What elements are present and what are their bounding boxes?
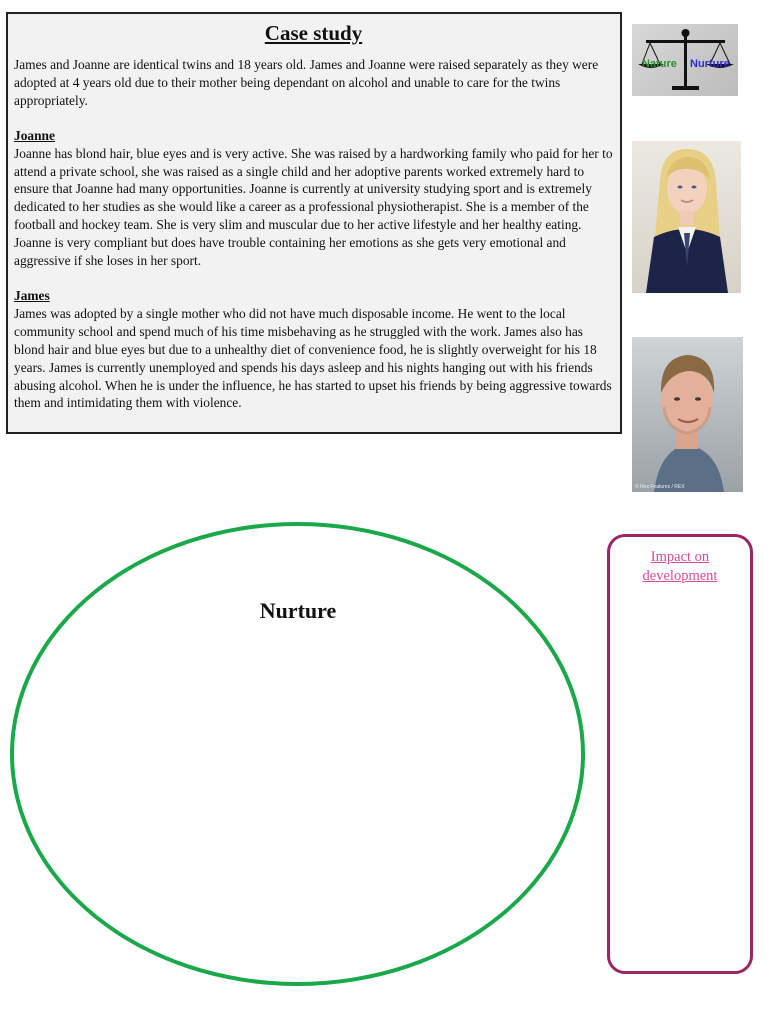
james-heading: James bbox=[14, 287, 50, 303]
scale-nurture-label: Nurture bbox=[690, 58, 730, 70]
nurture-label: Nurture bbox=[259, 598, 337, 623]
joanne-heading: Joanne bbox=[14, 127, 55, 143]
intro-paragraph: James and Joanne are identical twins and 18 years old. James and Joanne were raised separately as they were adopted at 4 years old due to their mother being dependant on alcohol and unable to care for the twins appropriately. bbox=[14, 57, 599, 108]
scale-nature-label: Nature bbox=[642, 58, 677, 70]
impact-on-development-box[interactable] bbox=[607, 534, 753, 974]
joanne-paragraph: Joanne has blond hair, blue eyes and is very active. She was raised by a hardworking family who paid for her to attend a private school, she was raised as a single child and her adoptive parents worked extremely hard to ensure that Joanne had many opportunities. Joanne is currently at university studying sport and is extremely dedicated to her studies as she would like a career as a professional physiotherapist. She is a member of the football and hockey team. She is very slim and muscular due to her active lifestyle and her healthy eating. Joanne is very compliant but does have trouble containing her emotions as she gets very emotional and aggressive if she loses in her sport. bbox=[14, 145, 613, 269]
james-portrait-image bbox=[632, 337, 743, 492]
nurture-ellipse bbox=[10, 522, 585, 986]
impact-on-development-label: Impact on development bbox=[642, 549, 718, 584]
joanne-photo bbox=[632, 141, 741, 293]
case-study-box bbox=[6, 12, 622, 434]
joanne-portrait-image bbox=[632, 141, 741, 293]
james-photo-credit: © Rex Features / REX bbox=[635, 484, 685, 490]
james-photo bbox=[632, 337, 743, 492]
case-study-title: Case study bbox=[264, 21, 363, 45]
nature-nurture-scale-image bbox=[632, 24, 738, 96]
james-paragraph: James was adopted by a single mother who did not have much disposable income. He went to the local community school and spend much of his time misbehaving as he struggled with the work. James also has blond hair and blue eyes but due to a unhealthy diet of convenience food, he is slightly overweight for his 18 years. James is currently unemployed and spends his days asleep and his nights hanging out with his friends abusing alcohol. When he is under the influence, he has started to upset his friends by being aggressive towards them and intimidating them with violence. bbox=[14, 305, 612, 411]
